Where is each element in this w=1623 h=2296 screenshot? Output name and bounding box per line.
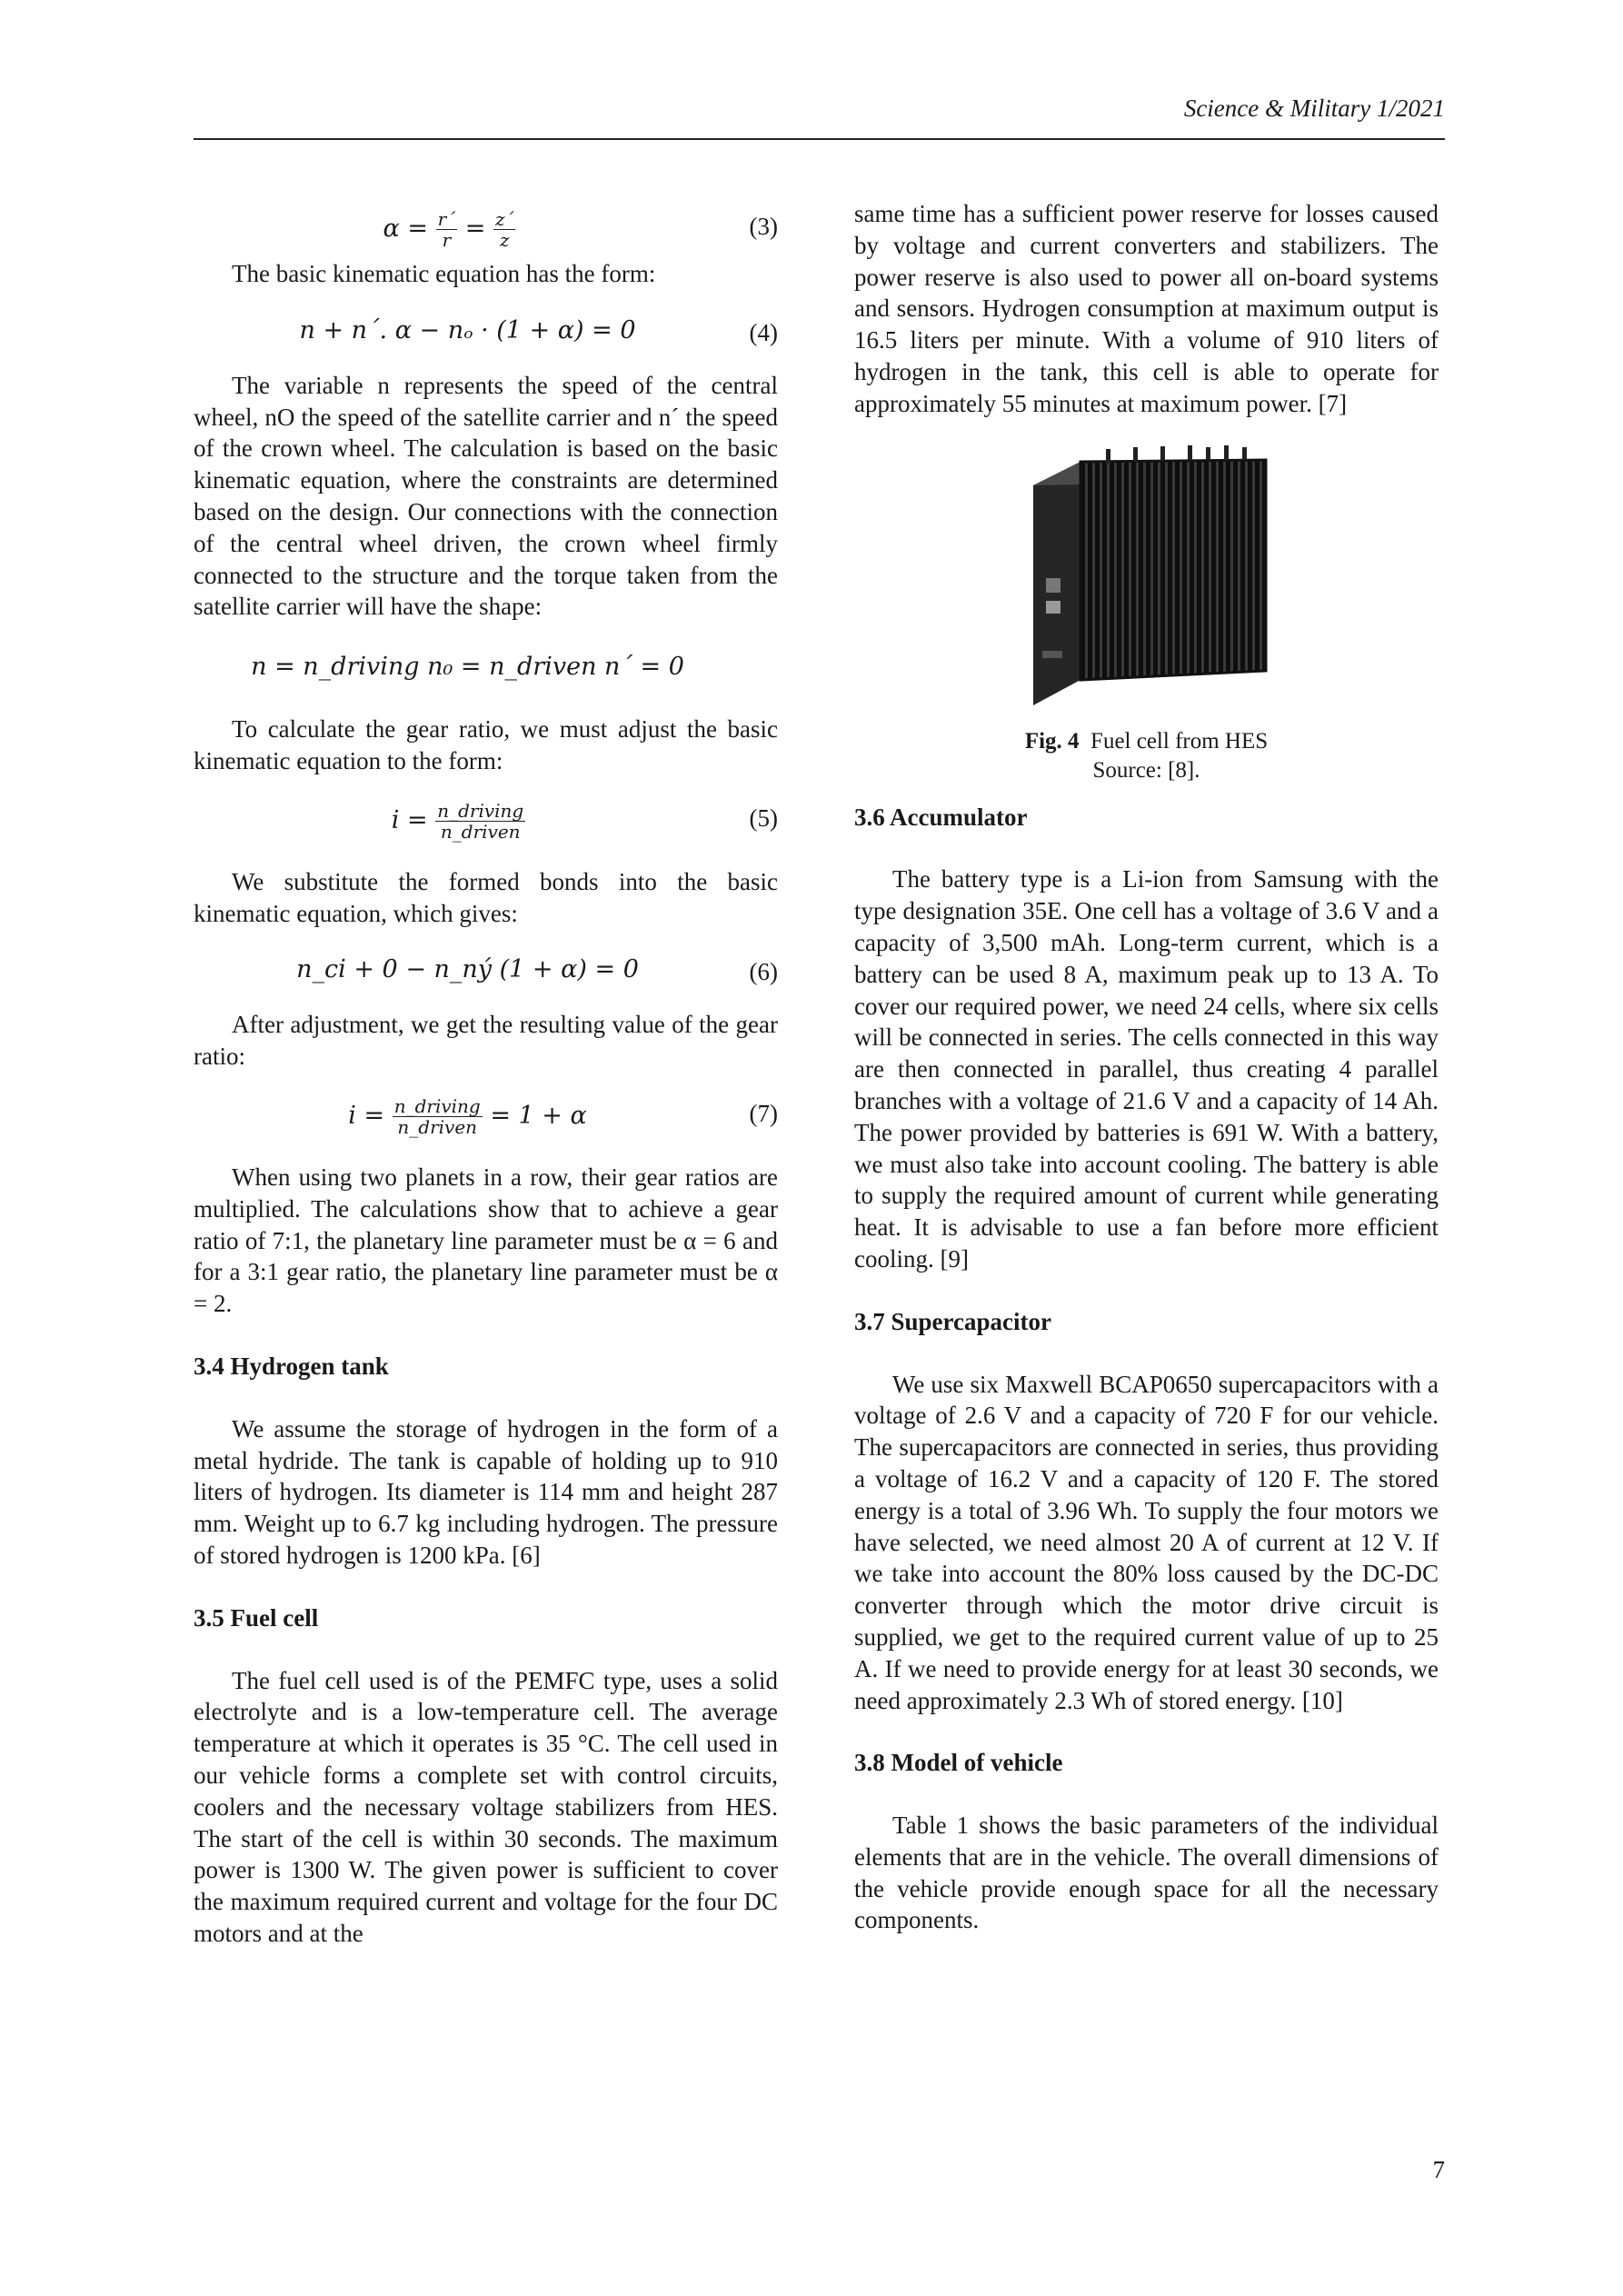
section-heading-3-4: 3.4 Hydrogen tank <box>194 1352 389 1380</box>
equation-number: (3) <box>749 213 778 240</box>
figure-source: Source: [8]. <box>1092 757 1200 783</box>
paragraph: Table 1 shows the basic parameters of the individual elements that are in the vehicle. The overall dimensions of the vehicle provide enough space for all the necessary components. <box>854 1812 1439 1934</box>
paragraph: We assume the storage of hydrogen in the form of a metal hydride. The tank is capable of holding up to 910 liters of hydrogen. Its diameter is 114 mm and height 287 mm. Weight up to 6.7 kg including hydrogen. The pressure of stored hydrogen is 1200 kPa. [6] <box>194 1414 778 1569</box>
figure-caption: Fig. 4 Fuel cell from HES <box>1024 728 1269 754</box>
section-heading-3-5: 3.5 Fuel cell <box>194 1603 319 1632</box>
figure-4 <box>854 442 1439 714</box>
page-number: 7 <box>1432 2156 1445 2183</box>
section-heading-3-6: 3.6 Accumulator <box>854 803 1028 831</box>
equation-7: i = $\frac{\text{n\_driving}}{\text{n\_driven}}$ = 1 + α (7) <box>348 1094 778 1138</box>
equation-5: i = $\frac{\text{n\_driving}}{\text{n\_driven}}$ (5) <box>391 799 778 843</box>
section-heading-3-8: 3.8 Model of vehicle <box>854 1749 1063 1777</box>
running-header <box>194 95 1445 140</box>
journal-name: Science & Military 1/2021 <box>1183 95 1445 122</box>
left-column <box>194 202 778 1950</box>
paragraph: The fuel cell used is of the PEMFC type, uses a solid electrolyte and is a low-temperature cell. The average temperature at which it operates is 35 °C. The cell used in our vehicle forms a complete set with control circuits, coolers and the necessary voltage stabilizers from HES. The start of the cell is within 30 seconds. The maximum power is 1300 W. The given power is sufficient to cover the maximum required current and voltage for the four DC motors and at the <box>194 1666 778 1947</box>
right-column <box>854 198 1439 1936</box>
paragraph: We substitute the formed bonds into the basic kinematic equation, which gives: <box>194 867 778 927</box>
equation-4: n + n´. α − nₒ · (1 + α) = 0 (4) <box>299 315 778 346</box>
equation-constraints: n = n_driving n₀ = n_driven n´ = 0 <box>251 653 684 682</box>
equation-6: n_ci + 0 − n_ný (1 + α) = 0 (6) <box>296 955 778 986</box>
fuel-cell-image <box>1015 442 1279 714</box>
paragraph: The variable n represents the speed of the central wheel, nO the speed of the satellite carrier and n´ the speed of the crown wheel. The calculation is based on the basic kinematic equation, where the constraints are determined based on the design. Our connections with the connection of the central wheel driven, the crown wheel firmly connected to the structure and the torque taken from the satellite carrier will have the shape: <box>194 371 778 621</box>
paragraph: After adjustment, we get the resulting value of the gear ratio: <box>194 1011 778 1071</box>
paragraph: The basic kinematic equation has the form: <box>232 260 656 287</box>
paragraph: When using two planets in a row, their gear ratios are multiplied. The calculations show that to achieve a gear ratio of 7:1, the planetary line parameter must be α = 6 and for a 3:1 gear ratio, the planetary line parameter must be α = 2. <box>194 1163 778 1318</box>
section-heading-3-7: 3.7 Supercapacitor <box>854 1307 1051 1335</box>
paragraph: same time has a sufficient power reserve for losses caused by voltage and current converters and stabilizers. The power reserve is also used to power all on-board systems and sensors. Hydrogen consumption at maximum output is 16.5 liters per minute. With a volume of 910 liters of hydrogen in the tank, this cell is able to operate for approximately 55 minutes at maximum power. [7] <box>854 200 1439 417</box>
equation-3: α = $\frac{r´}{r}$ = $\frac{z´}{z}$ (3) <box>383 208 778 251</box>
paragraph: The battery type is a Li-ion from Samsung with the type designation 35E. One cell has a voltage of 3.6 V and a capacity of 3,500 mAh. Long-term current, which is a battery can be used 8 A, maximum peak up to 13 A. To cover our required power, we need 24 cells, where six cells will be connected in series. The cells connected in this way are then connected in parallel, thus creating 4 parallel branches with a voltage of 21.6 V and a capacity of 14 Ah. The power provided by batteries is 691 W. With a battery, we must also take into account cooling. The battery is able to supply the required amount of current while generating heat. It is advisable to use a fan before more efficient cooling. [9] <box>854 865 1439 1273</box>
paragraph: To calculate the gear ratio, we must adjust the basic kinematic equation to the form: <box>194 715 778 774</box>
paragraph: We use six Maxwell BCAP0650 supercapacitors with a voltage of 2.6 V and a capacity of 720 F for our vehicle. The supercapacitors are connected in series, thus providing a voltage of 16.2 V and a capacity of 120 F. The stored energy is a total of 3.96 Wh. To supply the four motors we have selected, we need almost 20 A of current at 12 V. If we take into account the 80% loss caused by the DC-DC converter through which the motor drive circuit is supplied, we get to the required current value of up to 25 A. If we need to provide energy for at least 30 seconds, we need approximately 2.3 Wh of stored energy. [10] <box>854 1370 1439 1714</box>
